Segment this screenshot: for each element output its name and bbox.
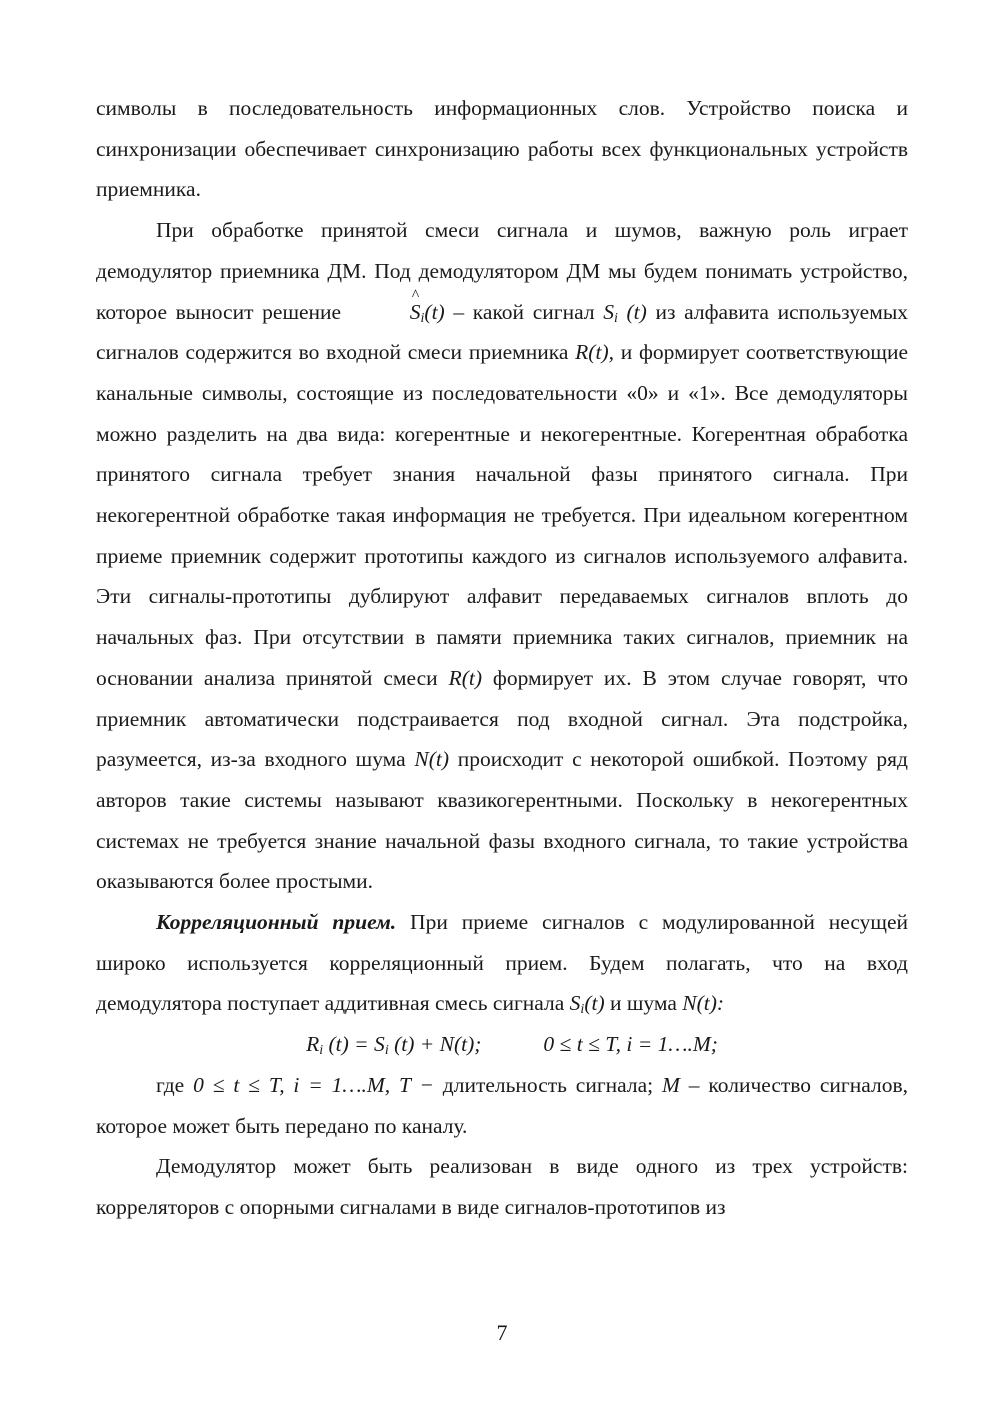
s-i-symbol-2: $S_i(t)$	[569, 991, 605, 1018]
r-of-t-symbol: R(t)	[448, 665, 482, 690]
section-heading-correlation: Корреляционный прием.	[156, 910, 397, 935]
formula-left: $R_i$ $(t) = S_i$ (t) + N(t);	[306, 1032, 482, 1059]
formula-right: 0 ≤ t ≤ T, i = 1….M;	[543, 1032, 718, 1057]
m-symbol: M	[662, 1072, 680, 1097]
page-number: 7	[496, 1320, 508, 1345]
paragraph-2-text-f: происходит с некоторой ошибкой. Поэтому ряд авторов такие системы называют квазикогерентными. Поскольку в некогерентных системах не требуется знание начальной фазы входного сигнала, то такие устройства оказываются более простыми.	[96, 747, 908, 894]
paragraph-4-text-c: – количество сигналов, которое может быть передано по каналу.	[96, 1072, 908, 1138]
paragraph-2-text-a: При обработке принятой смеси сигнала и шумов, важную роль играет демодулятор приемника ДМ. Под демодулятором ДМ мы будем понимать устройство, которое выносит решение	[96, 218, 908, 324]
n-of-t-symbol: N(t)	[414, 747, 450, 772]
text-body	[96, 88, 908, 1228]
paragraph-3-text-b: и шума	[604, 991, 683, 1016]
formula-line	[96, 1024, 908, 1065]
paragraph-2-text-e: формирует их. В этом случае говорят, что приемник автоматически подстраивается под входной сигнал. Эта подстройка, разумеется, из-за входного шума	[96, 665, 908, 772]
paragraph-1	[96, 88, 908, 210]
paragraph-4-text-b: длительность сигнала;	[433, 1072, 663, 1097]
paragraph-3-text-a: При приеме сигналов с модулированной несущей широко используется корреляционный прием. Будем полагать, что на вход демодулятора поступает аддитивная смесь сигнала	[96, 910, 908, 1016]
paragraph-5-text: Демодулятор может быть реализован в виде одного из трех устройств: корреляторов с опорными сигналами в виде сигналов-прототипов из	[96, 1154, 908, 1219]
s-hat-symbol: ^ $S_i(t)$	[350, 300, 445, 324]
n-of-t-symbol-2: N(t):	[682, 991, 725, 1016]
paragraph-5	[96, 1146, 908, 1227]
paragraph-1-text: символы в последовательность информационных слов. Устройство поиска и синхронизации обеспечивает синхронизацию работы всех функциональных устройств приемника.	[96, 96, 908, 202]
r-t-symbol: R(t),	[575, 340, 614, 365]
s-i-symbol: $S_i$ (t)	[603, 299, 647, 326]
where-condition: 0 ≤ t ≤ T, i = 1….M, T −	[193, 1072, 434, 1097]
paragraph-2-text-b: – какой сигнал	[444, 299, 604, 324]
paragraph-2-text-d: и формирует соответствующие канальные символы, состоящие из последовательности «0» и «1». Все демодуляторы можно разделить на два вида: когерентные и некогерентные. Когерентная обработка принятого сигнала требует знания начальной фазы принятого сигнала. При некогерентной обработке такая информация не требуется. При идеальном когерентном приеме приемник содержит прототипы каждого из сигналов используемого алфавита. Эти сигналы-прототипы дублируют алфавит передаваемых сигналов вплоть до начальных фаз. При отсутствии в памяти приемника таких сигналов, приемник на основании анализа принятой смеси	[96, 340, 909, 690]
paragraph-3	[96, 902, 908, 1024]
paragraph-4-text-a: где	[156, 1072, 194, 1097]
paragraph-4	[96, 1065, 908, 1146]
paragraph-2-text-c: из алфавита используемых сигналов содержится во входной смеси приемника	[96, 299, 909, 365]
paragraph-2	[96, 210, 908, 902]
